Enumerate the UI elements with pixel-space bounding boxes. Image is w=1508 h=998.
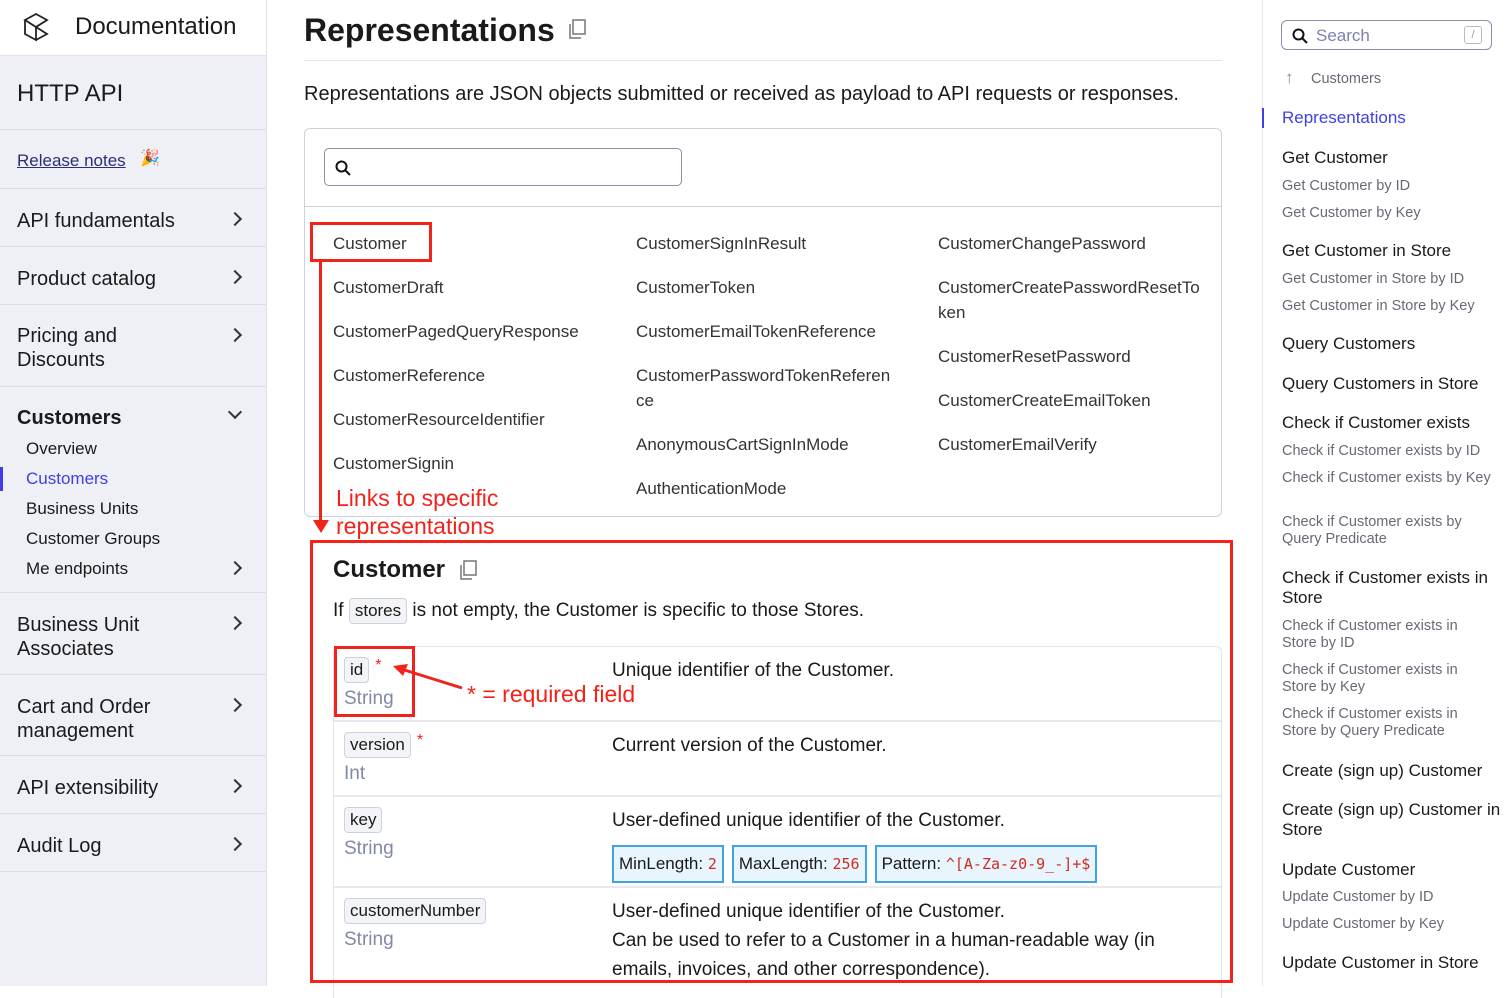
constraint-max-length: MaxLength: 256 [732,845,867,883]
annotation-links-text: Links to specific representations [336,485,499,539]
chevron-right-icon [228,698,242,712]
toc-subitem[interactable]: Check if Customer exists in Store by ID [1282,618,1458,651]
toc-subitem[interactable]: Check if Customer exists by Key [1282,470,1491,486]
toc-subitem[interactable]: Get Customer in Store by ID [1282,271,1465,287]
representation-link[interactable]: CustomerPasswordTokenReference [636,366,891,410]
page-title: Representations [304,12,555,48]
chevron-right-icon [228,270,242,284]
sidebar-item-product-catalog[interactable]: Product catalog [0,247,266,305]
representation-link[interactable]: AuthenticationMode [636,479,787,498]
toc-active-item[interactable]: Representations [1282,108,1406,127]
sidebar-item-pricing[interactable]: Pricing and Discounts [0,305,266,387]
sidebar-item-api-fundamentals[interactable]: API fundamentals [0,189,266,247]
required-marker: * [375,657,382,674]
annotation-arrowhead [313,520,329,533]
field-name: key [344,807,382,833]
search-input[interactable] [1281,20,1492,50]
representation-search-input[interactable] [324,148,682,186]
sidebar-item-business-unit-associates[interactable]: Business Unit Associates [0,593,266,675]
sub-item-business-units[interactable]: Business Units [26,499,139,518]
representation-link[interactable]: CustomerToken [636,278,756,297]
field-name: version [344,732,411,758]
party-popper-icon: 🎉 [140,150,160,167]
toc-subitem[interactable]: Get Customer by Key [1282,205,1421,221]
representation-link[interactable]: Customer [333,234,407,253]
toc-item[interactable]: Query Customers [1282,334,1416,353]
section-intro: If stores is not empty, the Customer is specific to those Stores. [333,598,864,624]
sidebar-item-audit-log[interactable]: Audit Log [0,814,266,872]
field-description: Current version of the Customer. [612,735,887,756]
sidebar-item-cart-order[interactable]: Cart and Order management [0,675,266,756]
toc-subitem[interactable]: Update Customer by ID [1282,889,1434,905]
section-title: HTTP API [17,80,124,107]
active-indicator [0,467,3,491]
logo-cube-icon [22,12,50,42]
rep-column-2 [636,231,898,501]
field-description: User-defined unique identifier of the Customer. Can be used to refer to a Customer in a human-readable way (in emails, invoices, and other correspondence). [612,901,1155,980]
representation-link[interactable]: CustomerChangePassword [938,234,1146,253]
sub-item-me-endpoints[interactable]: Me endpoints [26,559,129,578]
representation-link[interactable]: CustomerSignInResult [636,234,807,253]
constraint-min-length: MinLength: 2 [612,845,724,883]
annotation-highlight-box [310,222,432,262]
sidebar-item-api-extensibility[interactable]: API extensibility [0,756,266,814]
search-icon [335,160,351,176]
representation-link[interactable]: CustomerEmailVerify [938,435,1097,454]
chevron-down-icon [228,405,242,419]
brand-title[interactable]: Documentation [75,13,237,40]
toc-subitem[interactable]: Check if Customer exists in Store by Query Predicate [1282,706,1458,739]
divider [305,206,1221,207]
toc-item[interactable]: Check if Customer exists [1282,413,1470,432]
representation-link[interactable]: CustomerPagedQueryResponse [333,322,579,341]
page-description: Representations are JSON objects submitted or received as payload to API requests or responses. [304,83,1179,105]
toc-subitem[interactable]: Check if Customer exists by Query Predicate [1282,514,1462,547]
field-name: id [344,657,369,683]
toc-item[interactable]: Get Customer in Store [1282,241,1452,260]
sidebar-item-customers[interactable]: Customers Overview Customers Business Units Customer Groups Me endpoints [0,387,266,593]
section-title: Customer [333,556,446,583]
rep-column-1 [333,231,595,476]
active-indicator [1262,108,1264,128]
chevron-right-icon [228,328,242,342]
field-type: String [344,688,394,709]
release-notes-link[interactable]: Release notes [17,151,126,170]
rep-column-3 [938,231,1200,457]
toc-item[interactable]: Create (sign up) Customer [1282,761,1483,780]
representation-link[interactable]: CustomerSignin [333,454,454,473]
annotation-required-text: * = required field [467,681,636,707]
divider [304,60,1222,61]
constraint-pattern: Pattern: ^[A-Za-z0-9_-]+$ [875,845,1098,883]
chevron-right-icon [228,212,242,226]
representation-link[interactable]: CustomerResetPassword [938,347,1131,366]
toc-item[interactable]: Check if Customer exists in Store [1282,568,1488,607]
chevron-right-icon [228,837,242,851]
field-type: String [344,838,394,859]
chevron-right-icon [228,779,242,793]
annotation-section-box [310,540,1233,983]
representation-link[interactable]: CustomerEmailTokenReference [636,322,876,341]
representation-link[interactable]: CustomerCreatePasswordResetToken [938,278,1200,322]
required-marker: * [416,732,424,749]
search-placeholder: Search [1316,26,1370,45]
field-type: Int [344,763,366,784]
field-description: Unique identifier of the Customer. [612,660,894,681]
sidebar [0,0,267,986]
arrow-up-icon: ↑ [1285,68,1294,87]
toc-parent-link[interactable]: Customers [1311,71,1382,87]
sidebar-header [0,0,266,56]
chevron-right-icon [228,616,242,630]
field-description: User-defined unique identifier of the Customer. [612,810,1005,831]
sub-item-customer-groups[interactable]: Customer Groups [26,529,161,548]
representation-link[interactable]: AnonymousCartSignInMode [636,435,849,454]
annotation-arrow-line [319,262,322,522]
field-type: String [344,929,394,950]
shortcut-key-hint: / [1464,26,1482,44]
toc-subitem[interactable]: Get Customer by ID [1282,178,1411,194]
toc-subitem[interactable]: Update Customer by Key [1282,916,1444,932]
toc-item[interactable]: Query Customers in Store [1282,374,1479,393]
representation-link[interactable]: CustomerCreateEmailToken [938,391,1151,410]
toc-subitem[interactable]: Check if Customer exists in Store by Key [1282,662,1458,695]
field-name: customerNumber [344,898,486,924]
toc-subitem[interactable]: Check if Customer exists by ID [1282,443,1481,459]
search-icon [1292,28,1308,44]
toc-item[interactable]: Create (sign up) Customer in Store [1282,800,1501,839]
toc-item[interactable]: Update Customer [1282,860,1416,879]
representation-link[interactable]: CustomerResourceIdentifier [333,410,545,429]
toc-item[interactable]: Update Customer in Store [1282,953,1479,972]
representation-link[interactable]: CustomerDraft [333,278,444,297]
chevron-right-icon [228,561,242,575]
representation-link[interactable]: CustomerReference [333,366,486,385]
sub-item-overview[interactable]: Overview [26,439,97,458]
code-stores: stores [349,598,407,624]
copy-link-icon[interactable] [568,19,586,39]
toc-item[interactable]: Get Customer [1282,148,1388,167]
sub-item-customers[interactable]: Customers [26,469,109,488]
toc-subitem[interactable]: Get Customer in Store by Key [1282,298,1475,314]
